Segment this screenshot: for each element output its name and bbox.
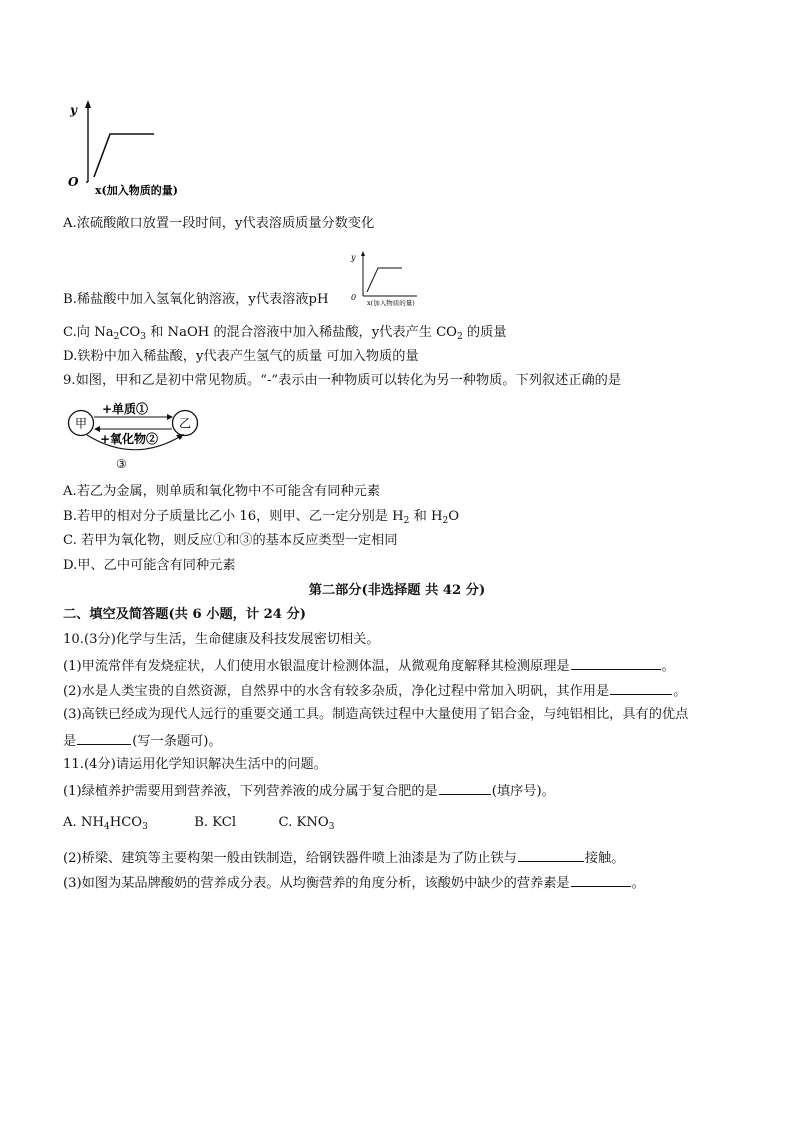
q10-stem: 10.(3分)化学与生活，生命健康及科技发展密切相关。 <box>63 632 380 647</box>
arrow-2-label: +氧化物② <box>100 432 159 446</box>
answer-blank[interactable] <box>439 781 491 795</box>
q8-option-b: B.稀盐酸中加入氢氧化钠溶液，y代表溶液pH <box>63 292 329 307</box>
answer-blank[interactable] <box>571 656 661 670</box>
q10-sub-1: (1)甲流常伴有发烧症状，人们使用水银温度计检测体温，从微观角度解释其检测原理是 。 <box>63 656 675 676</box>
answer-blank[interactable] <box>571 873 631 887</box>
graph-1 <box>62 98 212 198</box>
q9-option-d: D.甲、乙中可能含有同种元素 <box>63 558 236 573</box>
answer-blank[interactable] <box>610 681 672 695</box>
section-2-title: 二、填空及简答题(共 6 小题，计 24 分) <box>63 607 306 622</box>
arrow-1-label: +单质① <box>102 402 149 416</box>
graph-1-y-arrow <box>85 100 91 108</box>
part-2-title: 第二部分(非选择题 共 42 分) <box>308 583 486 598</box>
graph-2-y-arrow <box>361 251 365 256</box>
q9-option-c: C. 若甲为氧化物，则反应①和③的基本反应类型一定相同 <box>63 533 398 548</box>
graph-2 <box>347 248 437 310</box>
q8-option-d: D.铁粉中加入稀盐酸，y代表产生氢气的质量 可加入物质的量 <box>63 349 419 364</box>
q8-option-a: A.浓硫酸敞口放置一段时间，y代表溶质质量分数变化 <box>63 216 375 231</box>
q8-option-c: C.向 $Na_2CO_3$ 和 NaOH 的混合溶液中加入稀盐酸，y代表产生 $CO_2$ 的质量 <box>63 325 507 342</box>
arrow-3-label: ③ <box>116 457 127 471</box>
q9-diagram <box>64 400 224 472</box>
graph-1-y-label: y <box>70 103 77 117</box>
graph-1-curve <box>94 134 154 177</box>
graph-2-curve <box>367 268 402 292</box>
node-yi-label: 乙 <box>178 416 192 431</box>
q10-sub-2: (2)水是人类宝贵的自然资源，自然界中的水含有较多杂质，净化过程中常加入明矾，其作用是 。 <box>63 681 686 701</box>
graph-2-y-label: y <box>351 253 356 262</box>
graph-2-origin: 0 <box>351 293 357 302</box>
q11-option-c: C. $KNO_3$ <box>278 815 335 832</box>
q11-option-a: A. $NH_4HCO_3$ <box>63 815 148 832</box>
q10-sub-3b: 是 (写一条题可)。 <box>63 731 222 751</box>
q11-sub-1: (1)绿植养护需要用到营养液，下列营养液的成分属于复合肥的是 (填序号)。 <box>63 781 555 801</box>
q10-sub-3a: (3)高铁已经成为现代人远行的重要交通工具。制造高铁过程中大量使用了铝合金，与纯铝相比，具有的优点 <box>63 707 689 722</box>
graph-2-x-label: x(加入物质的量) <box>367 299 415 307</box>
q11-sub-2: (2)桥梁、建筑等主要构架一般由铁制造，给钢铁器件喷上油漆是为了防止铁与 接触。 <box>63 848 624 868</box>
arrow-1-head <box>167 414 173 420</box>
q11-sub-3: (3)如图为某品牌酸奶的营养成分表。从均衡营养的角度分析，该酸奶中缺少的营养素是 。 <box>63 873 645 893</box>
q11-option-b: B. KCl <box>194 815 237 830</box>
q11-stem: 11.(4分)请运用化学知识解决生活中的问题。 <box>63 757 327 772</box>
graph-1-x-label: x(加入物质的量) <box>95 184 178 197</box>
q11-options <box>63 814 334 836</box>
q9-stem: 9.如图，甲和乙是初中常见物质。“-”表示由一种物质可以转化为另一种物质。下列叙述正确的是 <box>63 373 622 388</box>
q9-option-b: B.若甲的相对分子质量比乙小 16，则甲、乙一定分别是 $H_2$ 和 $H_2O$ <box>63 509 460 526</box>
answer-blank[interactable] <box>518 848 584 862</box>
q9-option-a: A.若乙为金属，则单质和氧化物中不可能含有同种元素 <box>63 484 381 499</box>
answer-blank[interactable] <box>77 731 131 745</box>
node-jia-label: 甲 <box>74 416 88 431</box>
graph-1-origin: O <box>68 175 79 189</box>
arrow-3-head <box>176 434 184 440</box>
